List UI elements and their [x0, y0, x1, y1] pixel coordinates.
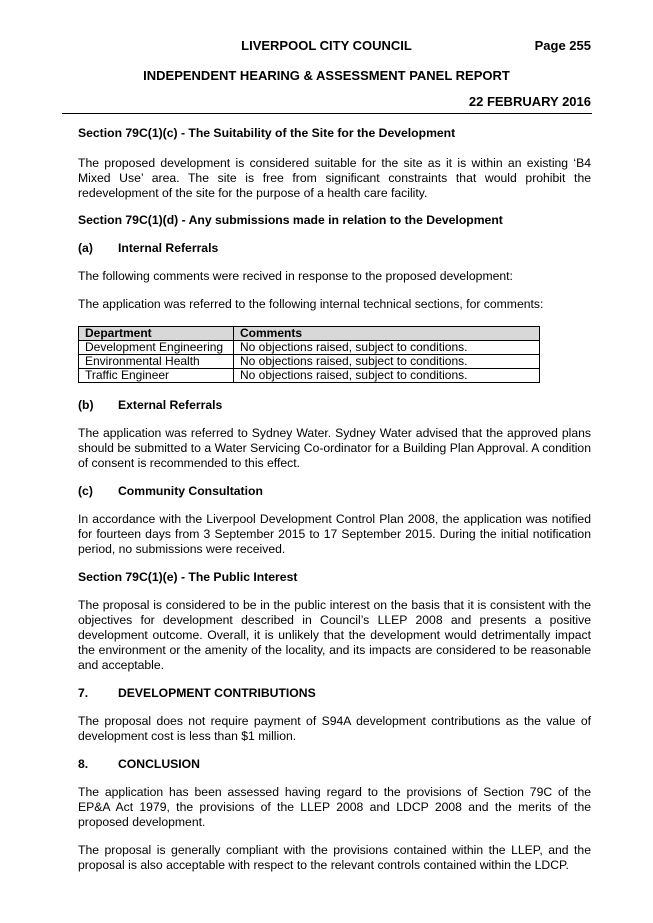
table-cell-department: Development Engineering — [79, 341, 234, 355]
subsection-c-title: Community Consultation — [118, 484, 263, 498]
section-79c1e-heading: Section 79C(1)(e) - The Public Interest — [78, 570, 298, 584]
table-row — [79, 355, 540, 369]
subsection-a-paragraph-2: The application was referred to the following internal technical sections, for comments: — [78, 297, 544, 311]
subsection-b-title: External Referrals — [118, 398, 223, 412]
table-header-comments: Comments — [234, 327, 540, 341]
subsection-c-paragraph: In accordance with the Liverpool Development Control Plan 2008, the application was notified for fourteen days from 3 September 2015 to 17 September 2015. During the initial notification period, no submissions were received. — [78, 512, 591, 556]
section-8-number: 8. — [78, 757, 89, 771]
section-8-paragraph-2: The proposal is generally compliant with the provisions contained within the LLEP, and the proposal is also acceptable with respect to the relevant controls contained within the LDCP. — [78, 843, 591, 872]
table-cell-comment: No objections raised, subject to conditions. — [234, 369, 540, 383]
report-date: 22 FEBRUARY 2016 — [468, 94, 591, 109]
section-79c1c-paragraph: The proposed development is considered suitable for the site as it is within an existing ‘B4 Mixed Use’ area. The site is free from significant constraints that would prohibit the redevelopment of the site for the purpose of a health care facility. — [78, 156, 591, 200]
page-number: Page 255 — [534, 38, 591, 53]
section-7-number: 7. — [78, 686, 89, 700]
subsection-c-heading — [78, 484, 591, 499]
table-row — [79, 341, 540, 355]
internal-referrals-table — [78, 326, 540, 383]
section-7-paragraph: The proposal does not require payment of S94A development contributions as the value of development cost is less than $1 million. — [78, 714, 591, 743]
section-79c1e-paragraph: The proposal is considered to be in the public interest on the basis that it is consistent with the objectives for development described in Council’s LLEP 2008 and presents a positive development outcome. Overall, it is unlikely that the development would detrimentally impact the environment or the amenity of the locality, and its impacts are considered to be reasonable and acceptable. — [78, 598, 591, 672]
section-8-title: CONCLUSION — [118, 757, 200, 771]
subsection-a-number: (a) — [78, 241, 93, 255]
section-8-heading — [78, 757, 591, 772]
subsection-a-title: Internal Referrals — [118, 241, 219, 255]
subsection-b-heading — [78, 398, 591, 413]
section-7-title: DEVELOPMENT CONTRIBUTIONS — [118, 686, 316, 700]
report-title: INDEPENDENT HEARING & ASSESSMENT PANEL REPORT — [143, 68, 510, 83]
document-body — [78, 126, 591, 873]
table-cell-department: Traffic Engineer — [79, 369, 234, 383]
table-header-row — [79, 327, 540, 341]
section-79c1d-heading: Section 79C(1)(d) - Any submissions made in relation to the Development — [78, 213, 503, 227]
table-header-department: Department — [79, 327, 234, 341]
subsection-c-number: (c) — [78, 484, 93, 498]
table-cell-department: Environmental Health — [79, 355, 234, 369]
section-79c1c-heading: Section 79C(1)(c) - The Suitability of the Site for the Development — [78, 126, 456, 140]
subsection-a-paragraph-1: The following comments were recived in response to the proposed development: — [78, 269, 513, 283]
section-7-heading — [78, 686, 591, 701]
table-cell-comment: No objections raised, subject to conditions. — [234, 355, 540, 369]
subsection-b-number: (b) — [78, 398, 94, 412]
subsection-a-heading — [78, 241, 591, 256]
table-row — [79, 369, 540, 383]
council-name: LIVERPOOL CITY COUNCIL — [241, 38, 412, 53]
section-8-paragraph-1: The application has been assessed having regard to the provisions of Section 79C of the EP&A Act 1979, the provisions of the LLEP 2008 and LDCP 2008 and the merits of the proposed development. — [78, 785, 591, 829]
subsection-b-paragraph: The application was referred to Sydney Water. Sydney Water advised that the approved plans should be submitted to a Water Servicing Co-ordinator for a Building Plan Approval. A condition of consent is recommended to this effect. — [78, 426, 591, 470]
header-divider — [62, 113, 592, 114]
table-cell-comment: No objections raised, subject to conditions. — [234, 341, 540, 355]
